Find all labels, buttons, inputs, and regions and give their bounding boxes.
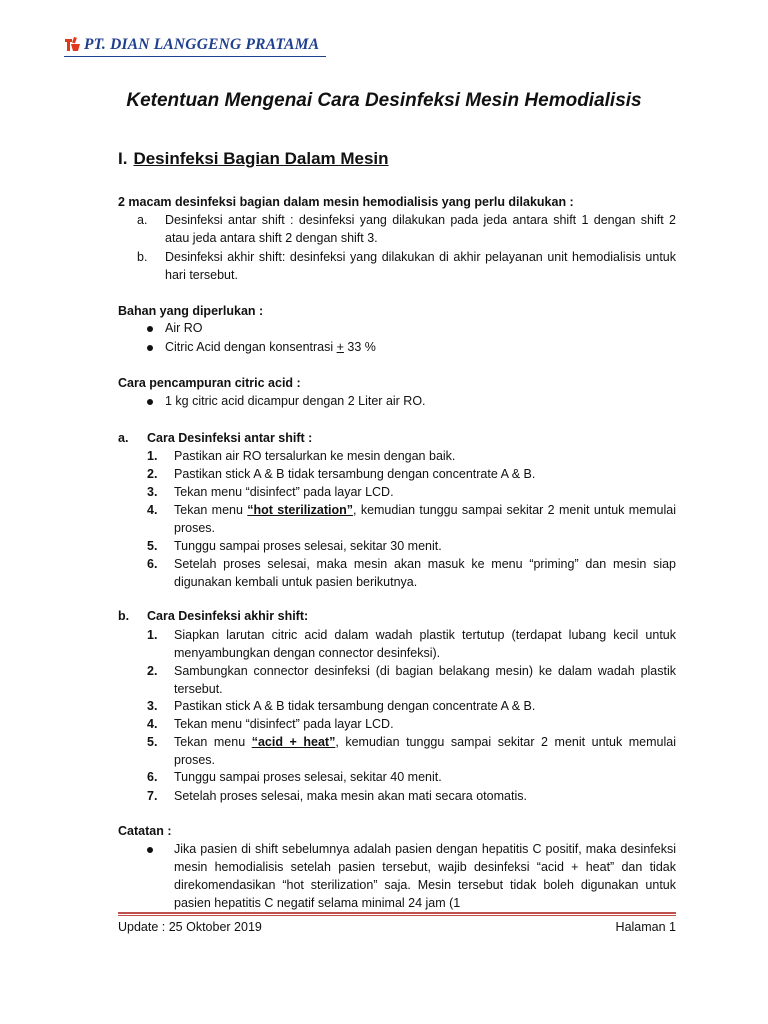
list-item: Air RO bbox=[165, 321, 203, 335]
step-number: 6. bbox=[147, 557, 158, 571]
step-number: 5. bbox=[147, 539, 158, 553]
step-number: 2. bbox=[147, 664, 158, 678]
list-marker: a. bbox=[137, 213, 148, 227]
step-text: Tekan menu “disinfect” pada layar LCD. bbox=[174, 717, 394, 731]
step-number: 3. bbox=[147, 485, 158, 499]
company-name: PT. DIAN LANGGENG PRATAMA bbox=[84, 36, 320, 53]
section-heading bbox=[118, 149, 389, 169]
subsection-heading: Cara Desinfeksi antar shift : bbox=[147, 431, 313, 445]
step-text: Tekan menu “hot sterilization”, kemudian tunggu sampai sekitar 2 menit untuk memulai proses. bbox=[174, 503, 676, 535]
list-marker: b. bbox=[137, 250, 148, 264]
section-number: I. bbox=[118, 149, 128, 168]
subsection-heading: Cara Desinfeksi akhir shift: bbox=[147, 609, 309, 623]
menu-option-hot-sterilization: “hot sterilization” bbox=[247, 503, 354, 517]
step-number: 6. bbox=[147, 770, 158, 784]
step-text: Sambungkan connector desinfeksi (di bagian belakang mesin) ke dalam wadah plastik tersebut. bbox=[174, 664, 676, 696]
footer-rule bbox=[118, 912, 676, 914]
step-text: Tekan menu “acid + heat”, kemudian tunggu sampai sekitar 2 menit untuk memulai proses. bbox=[174, 735, 677, 767]
bullet bbox=[147, 399, 153, 405]
step-text: Pastikan air RO tersalurkan ke mesin dengan baik. bbox=[174, 449, 456, 463]
subsection-marker: b. bbox=[118, 609, 130, 623]
list-item: Desinfeksi akhir shift: desinfeksi yang dilakukan di akhir pelayanan unit hemodialisis untuk hari tersebut. bbox=[165, 250, 676, 282]
step-text: Setelah proses selesai, maka mesin akan mati secara otomatis. bbox=[174, 789, 527, 803]
list-item: 1 kg citric acid dicampur dengan 2 Liter air RO. bbox=[165, 394, 426, 408]
step-text: Tunggu sampai proses selesai, sekitar 30 menit. bbox=[174, 539, 442, 553]
step-number: 5. bbox=[147, 735, 158, 749]
step-number: 3. bbox=[147, 699, 158, 713]
bahan-heading: Bahan yang diperlukan : bbox=[118, 304, 264, 318]
step-text: Pastikan stick A & B tidak tersambung dengan concentrate A & B. bbox=[174, 699, 536, 713]
menu-option-acid-heat: “acid + heat” bbox=[251, 735, 336, 749]
catatan-heading: Catatan : bbox=[118, 824, 172, 838]
step-number: 2. bbox=[147, 467, 158, 481]
update-date: Update : 25 Oktober 2019 bbox=[118, 920, 262, 934]
subsection-marker: a. bbox=[118, 431, 129, 445]
bullet bbox=[147, 326, 153, 332]
company-logo bbox=[64, 36, 319, 54]
bullet bbox=[147, 847, 153, 853]
plus-minus-sign: + bbox=[336, 340, 344, 354]
list-item: Desinfeksi antar shift : desinfeksi yang dilakukan pada jeda antara shift 1 dengan shift 2 atau jeda antara shift 2 dengan shift 3. bbox=[165, 213, 676, 245]
step-text: Siapkan larutan citric acid dalam wadah plastik tertutup (terdapat lubang kecil untuk menyambungkan dengan connector desinfeksi). bbox=[174, 628, 676, 660]
intro-lead: 2 macam desinfeksi bagian dalam mesin hemodialisis yang perlu dilakukan : bbox=[118, 195, 574, 209]
pencampuran-heading: Cara pencampuran citric acid : bbox=[118, 376, 301, 390]
header-rule bbox=[64, 56, 326, 57]
note-text: Jika pasien di shift sebelumnya adalah pasien dengan hepatitis C positif, maka desinfeksi mesin hemodialisis setelah pasien tersebut, wajib desinfeksi “acid + heat” dan tidak direkomendasikan “hot sterilization” saja. Mesin tersebut tidak boleh digunakan untuk pasien hepatitis C negatif selama minimal 24 jam (1 bbox=[174, 842, 676, 910]
bullet bbox=[147, 345, 153, 351]
step-text: Tunggu sampai proses selesai, sekitar 40 menit. bbox=[174, 770, 442, 784]
step-text: Tekan menu “disinfect” pada layar LCD. bbox=[174, 485, 394, 499]
mortar-pestle-icon bbox=[64, 36, 82, 54]
page-number: Halaman 1 bbox=[615, 920, 676, 934]
step-number: 7. bbox=[147, 789, 158, 803]
step-text: Pastikan stick A & B tidak tersambung dengan concentrate A & B. bbox=[174, 467, 536, 481]
step-number: 1. bbox=[147, 449, 158, 463]
step-number: 1. bbox=[147, 628, 158, 642]
document-title: Ketentuan Mengenai Cara Desinfeksi Mesin Hemodialisis bbox=[126, 90, 642, 111]
step-number: 4. bbox=[147, 717, 158, 731]
step-text: Setelah proses selesai, maka mesin akan masuk ke menu “priming” dan mesin siap digunakan kembali untuk pasien berikutnya. bbox=[174, 557, 676, 589]
list-item: Citric Acid dengan konsentrasi + 33 % bbox=[165, 340, 376, 354]
section-title: Desinfeksi Bagian Dalam Mesin bbox=[133, 149, 389, 168]
step-number: 4. bbox=[147, 503, 158, 517]
footer-rule-thin bbox=[118, 915, 676, 916]
